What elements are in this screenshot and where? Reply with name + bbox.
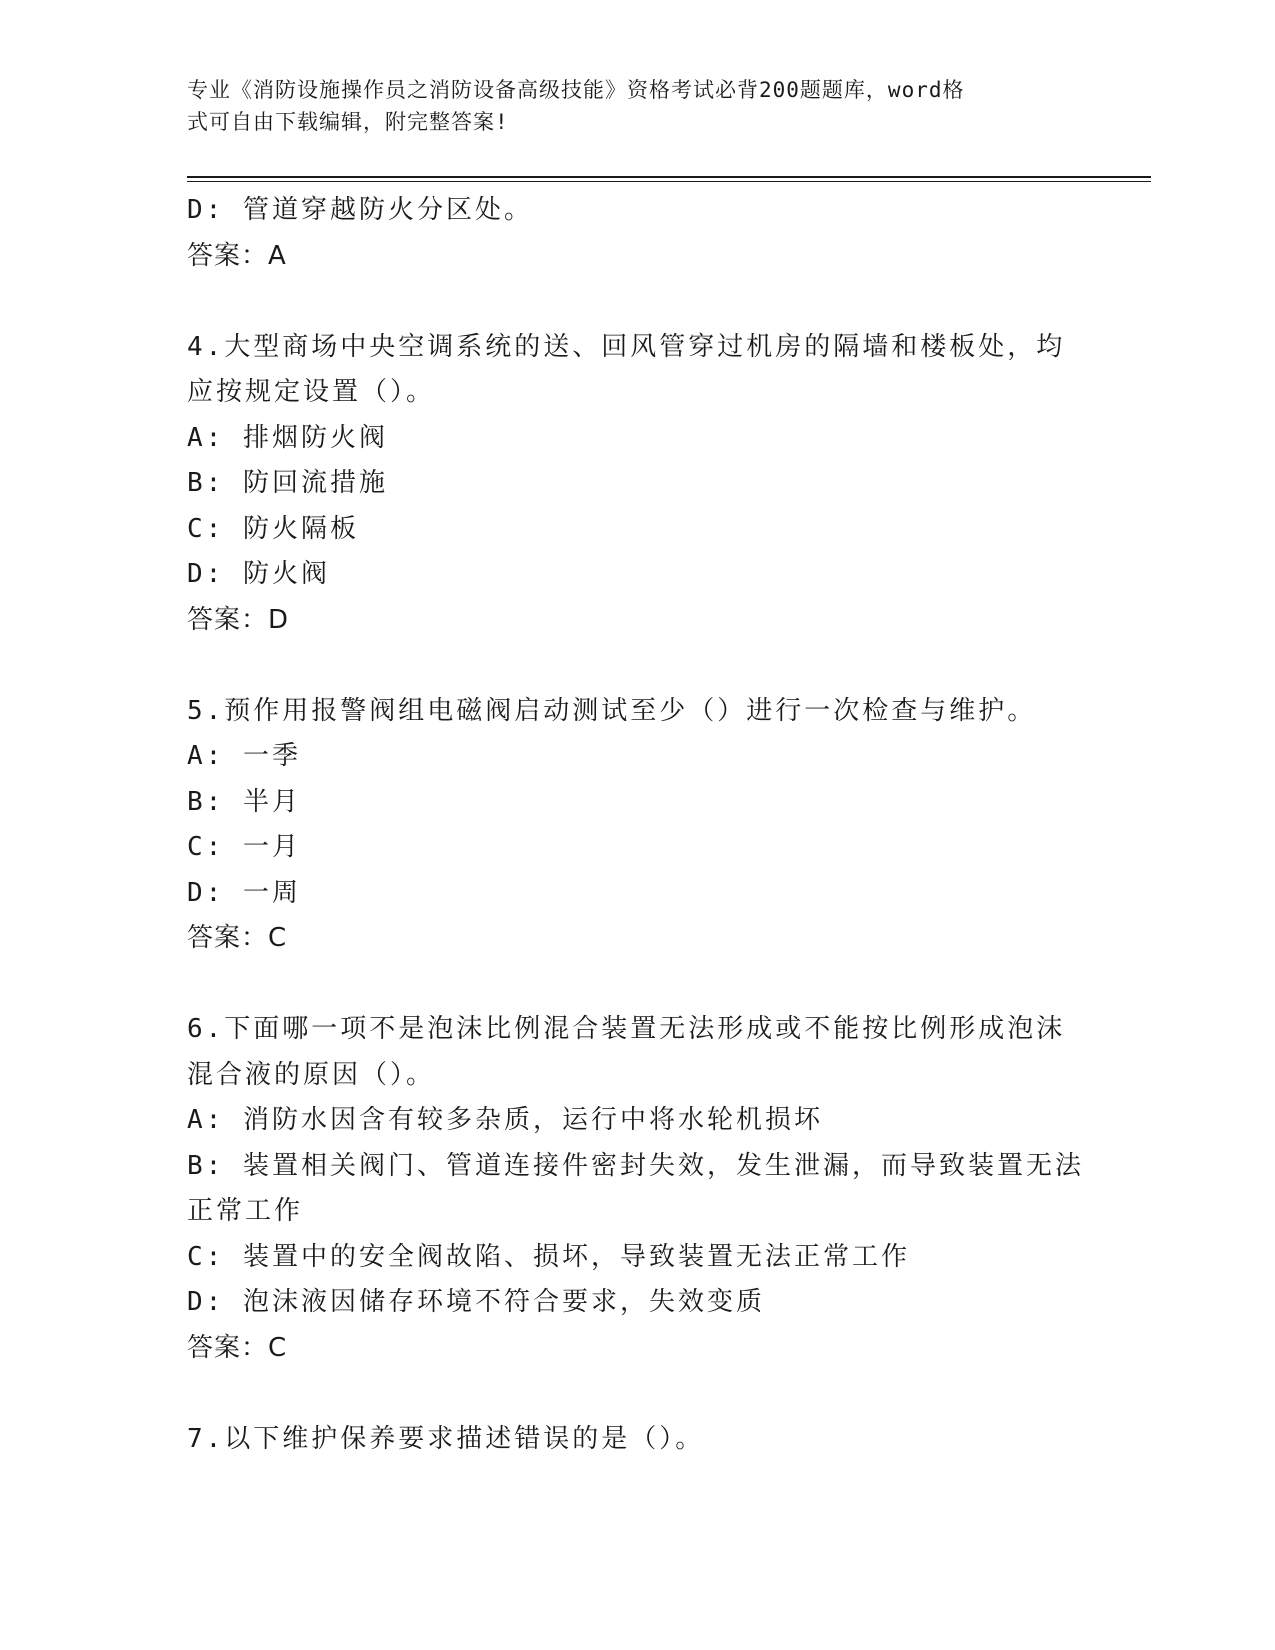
option-b: B: 防回流措施 (187, 468, 388, 498)
option-d: D: 管道穿越防火分区处。 (187, 195, 533, 225)
header-divider-thick (187, 176, 1151, 178)
spacer (187, 1371, 1087, 1417)
spacer (187, 279, 1087, 325)
option-b: B: 装置相关阀门、管道连接件密封失效，发生泄漏，而导致装置无法 (187, 1150, 1084, 1181)
option-b-continued: 正常工作 (187, 1196, 304, 1226)
option-d: D: 防火阀 (187, 559, 330, 589)
question-stem: 7.以下维护保养要求描述错误的是（）。 (187, 1423, 705, 1454)
question-stem: 应按规定设置（）。 (187, 377, 436, 407)
question-stem: 6.下面哪一项不是泡沫比例混合装置无法形成或不能按比例形成泡沫 (187, 1014, 1066, 1044)
option-d: D: 一周 (187, 877, 301, 908)
question-stem: 混合液的原因（）。 (187, 1059, 436, 1090)
option-a: A: 消防水因含有较多杂质，运行中将水轮机损坏 (187, 1105, 823, 1135)
question-stem: 5.预作用报警阀组电磁阀启动测试至少（）进行一次检查与维护。 (187, 695, 1037, 726)
question-list (187, 188, 1087, 1462)
question-stem: 4.大型商场中央空调系统的送、回风管穿过机房的隔墙和楼板处，均 (187, 331, 1066, 362)
answer-line: 答案：C (187, 1332, 288, 1363)
option-b: B: 半月 (187, 786, 301, 817)
option-d: D: 泡沫液因储存环境不符合要求，失效变质 (187, 1287, 765, 1317)
answer-line: 答案：A (187, 240, 287, 271)
document-header (187, 74, 1077, 138)
answer-line: 答案：C (187, 923, 288, 953)
option-c: C: 防火隔板 (187, 513, 359, 544)
question-7 (187, 1417, 1087, 1463)
answer-line: 答案：D (187, 604, 290, 635)
option-c: C: 装置中的安全阀故陷、损坏，导致装置无法正常工作 (187, 1241, 910, 1272)
question-3-tail (187, 188, 1087, 279)
question-4 (187, 325, 1087, 644)
spacer (187, 643, 1087, 689)
header-line-1: 专业《消防设施操作员之消防设备高级技能》资格考试必背200题题库，word格 (187, 78, 965, 102)
header-line-2: 式可自由下载编辑，附完整答案! (187, 110, 509, 134)
question-6 (187, 1007, 1087, 1371)
header-divider-thin (187, 181, 1151, 182)
option-c: C: 一月 (187, 832, 301, 862)
question-5 (187, 689, 1087, 962)
option-a: A: 排烟防火阀 (187, 422, 388, 453)
spacer (187, 962, 1087, 1008)
option-a: A: 一季 (187, 741, 301, 771)
